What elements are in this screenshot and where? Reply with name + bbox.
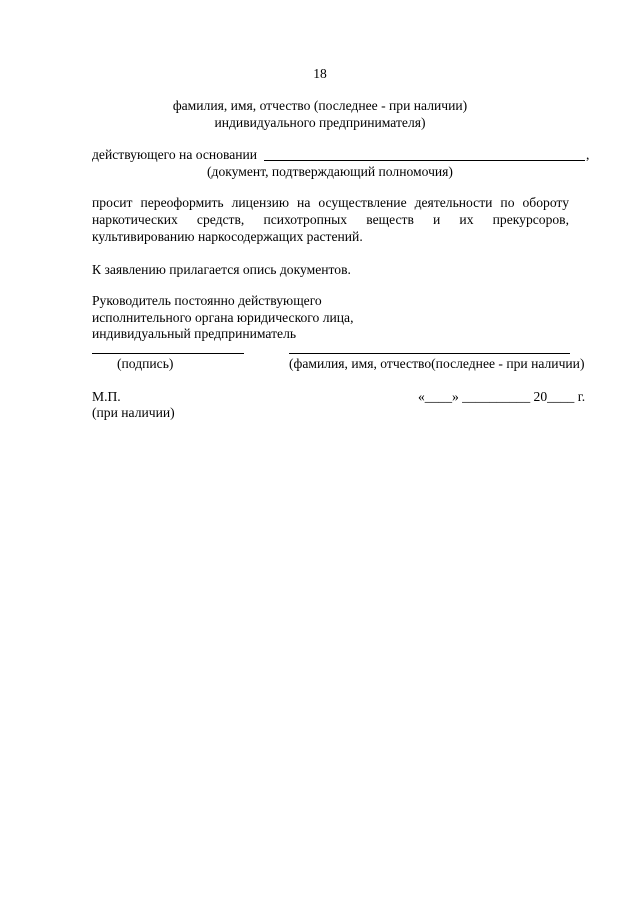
seal-hint: (при наличии) [92, 405, 175, 420]
request-text-line-1: просит переоформить лицензию на осуществление деятельности по обороту [92, 195, 569, 210]
basis-document-hint: (документ, подтверждающий полномочия) [207, 164, 453, 179]
basis-document-field-line [264, 160, 585, 161]
fullname-field-line [289, 353, 570, 354]
seal-label: М.П. [92, 389, 121, 404]
basis-comma: , [586, 147, 590, 162]
signature-hint: (подпись) [117, 356, 174, 371]
signatory-title-line-1: Руководитель постоянно действующего [92, 293, 322, 308]
page-number: 18 [313, 66, 327, 81]
fullname-hint: (фамилия, имя, отчество(последнее - при наличии) [289, 356, 585, 371]
signatory-title-line-3: индивидуальный предприниматель [92, 326, 297, 341]
signatory-title-line-2: исполнительного органа юридического лица, [92, 310, 354, 325]
signature-field-line [92, 353, 244, 354]
date-field: «____» __________ 20____ г. [418, 389, 586, 404]
request-text-line-2: наркотических средств, психотропных веществ и их прекурсоров, [92, 212, 569, 227]
fio-heading-line-1: фамилия, имя, отчество (последнее - при наличии) [172, 98, 468, 113]
basis-label: действующего на основании [92, 147, 258, 162]
fio-heading-line-2: индивидуального предпринимателя) [214, 115, 426, 130]
attachment-note: К заявлению прилагается опись документов. [92, 262, 351, 277]
request-text-line-3: культивированию наркосодержащих растений. [92, 229, 363, 244]
